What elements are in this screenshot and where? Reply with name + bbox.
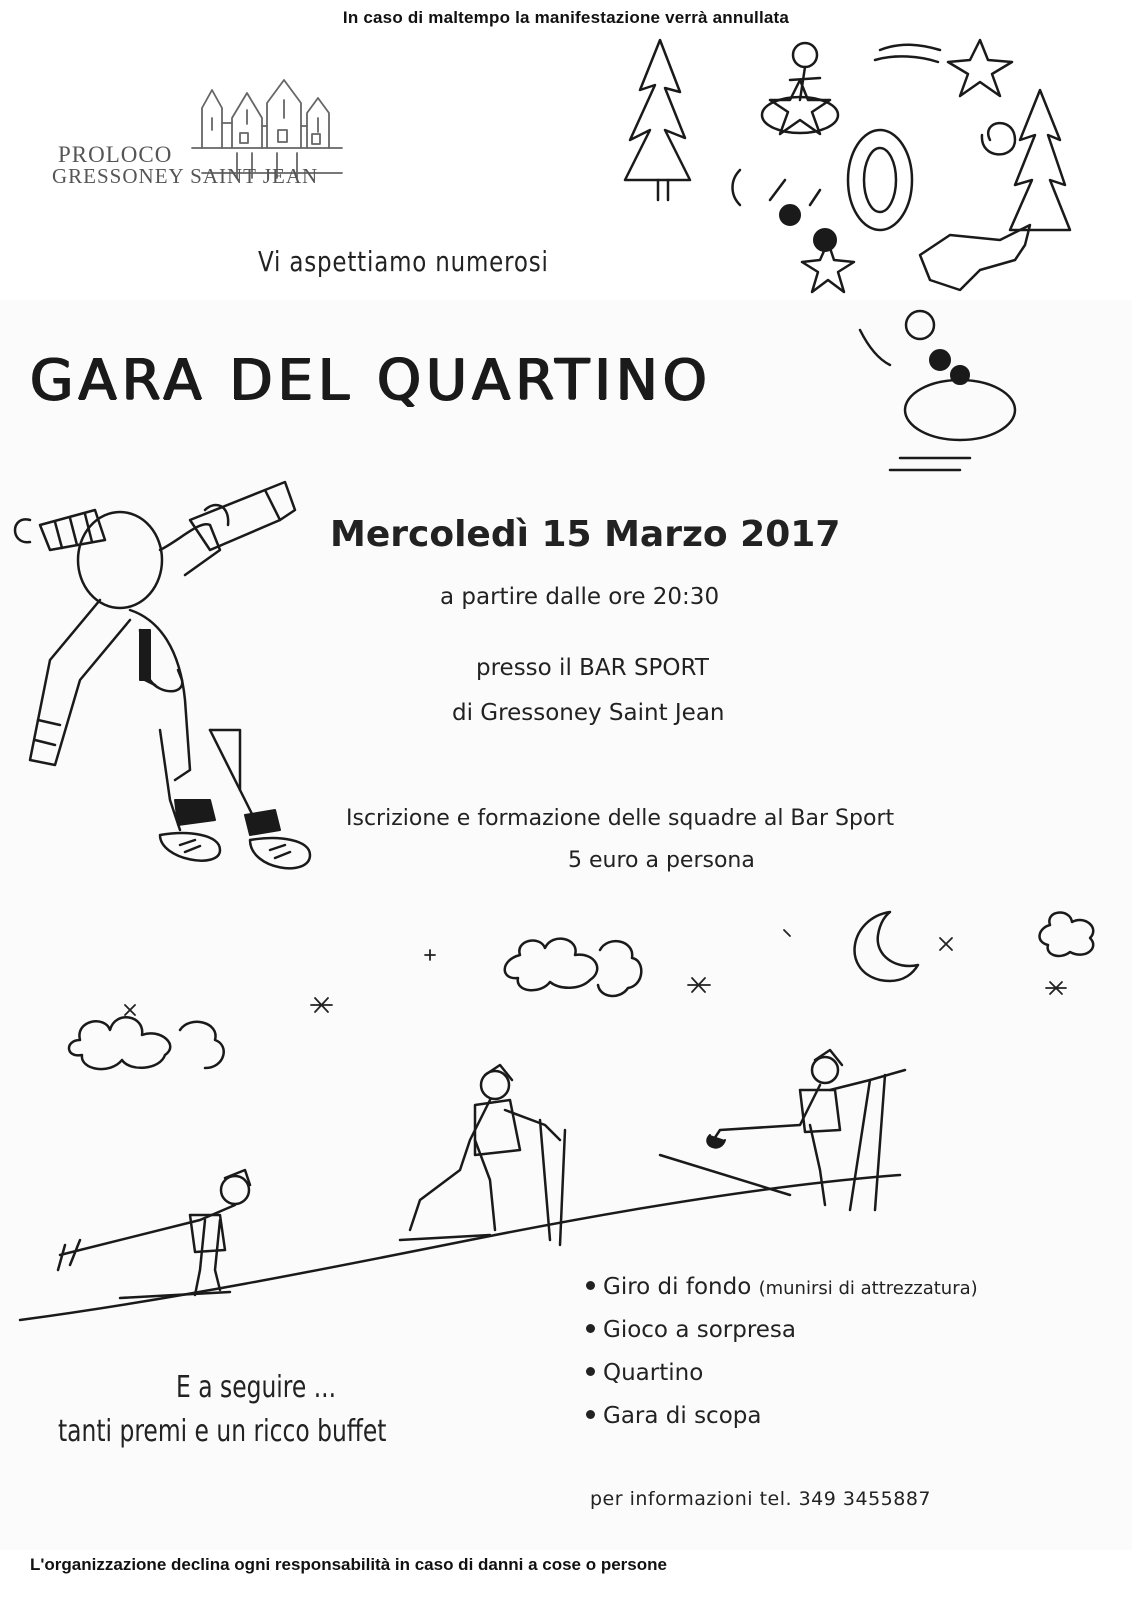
contact-info: per informazioni tel. 349 3455887 (590, 1488, 932, 1510)
star-icon (1046, 982, 1066, 994)
activity-label: Gioco a sorpresa (603, 1317, 797, 1343)
invite-text: Vi aspettiamo numerosi (258, 245, 549, 278)
logo-name: PROLOCO (58, 142, 173, 167)
after-details: tanti premi e un ricco buffet (58, 1414, 387, 1449)
list-item (586, 1309, 978, 1352)
star-icon (311, 998, 332, 1012)
star-icon (125, 1005, 135, 1015)
event-time: a partire dalle ore 20:30 (440, 584, 720, 610)
activity-label: Gara di scopa (603, 1403, 762, 1429)
activities-list (586, 1266, 978, 1438)
weather-notice: In caso di maltempo la manifestazione verrà annullata (342, 8, 790, 27)
event-title: GARA DEL QUARTINO (30, 348, 712, 413)
event-date: Mercoledì 15 Marzo 2017 (330, 514, 841, 555)
drinking-man-icon (10, 480, 310, 910)
registration-info: Iscrizione e formazione delle squadre al Bar Sport (346, 806, 895, 831)
activity-note: (munirsi di attrezzatura) (758, 1278, 978, 1299)
logo-location: GRESSONEY SAINT JEAN (52, 164, 319, 188)
registration-fee: 5 euro a persona (568, 848, 755, 873)
list-item (586, 1395, 978, 1438)
star-icon (784, 930, 790, 936)
after-heading: E a seguire ... (176, 1370, 337, 1405)
cloud-icon (1040, 913, 1094, 956)
event-venue-town: di Gressoney Saint Jean (452, 700, 725, 726)
bullet-icon (586, 1281, 595, 1290)
bullet-icon (586, 1367, 595, 1376)
bullet-icon (586, 1410, 595, 1419)
moon-icon (855, 912, 918, 981)
bullet-icon (586, 1324, 595, 1333)
activity-label: Giro di fondo (603, 1274, 752, 1300)
event-venue: presso il BAR SPORT (476, 655, 709, 681)
star-icon (688, 978, 710, 992)
list-item (586, 1266, 978, 1309)
star-icon (425, 950, 435, 960)
disclaimer: L'organizzazione declina ogni responsabilità in caso di danni a cose o persone (30, 1555, 667, 1574)
list-item (586, 1352, 978, 1395)
cloud-icon (505, 939, 597, 991)
star-icon (940, 938, 952, 950)
activity-label: Quartino (603, 1360, 704, 1386)
